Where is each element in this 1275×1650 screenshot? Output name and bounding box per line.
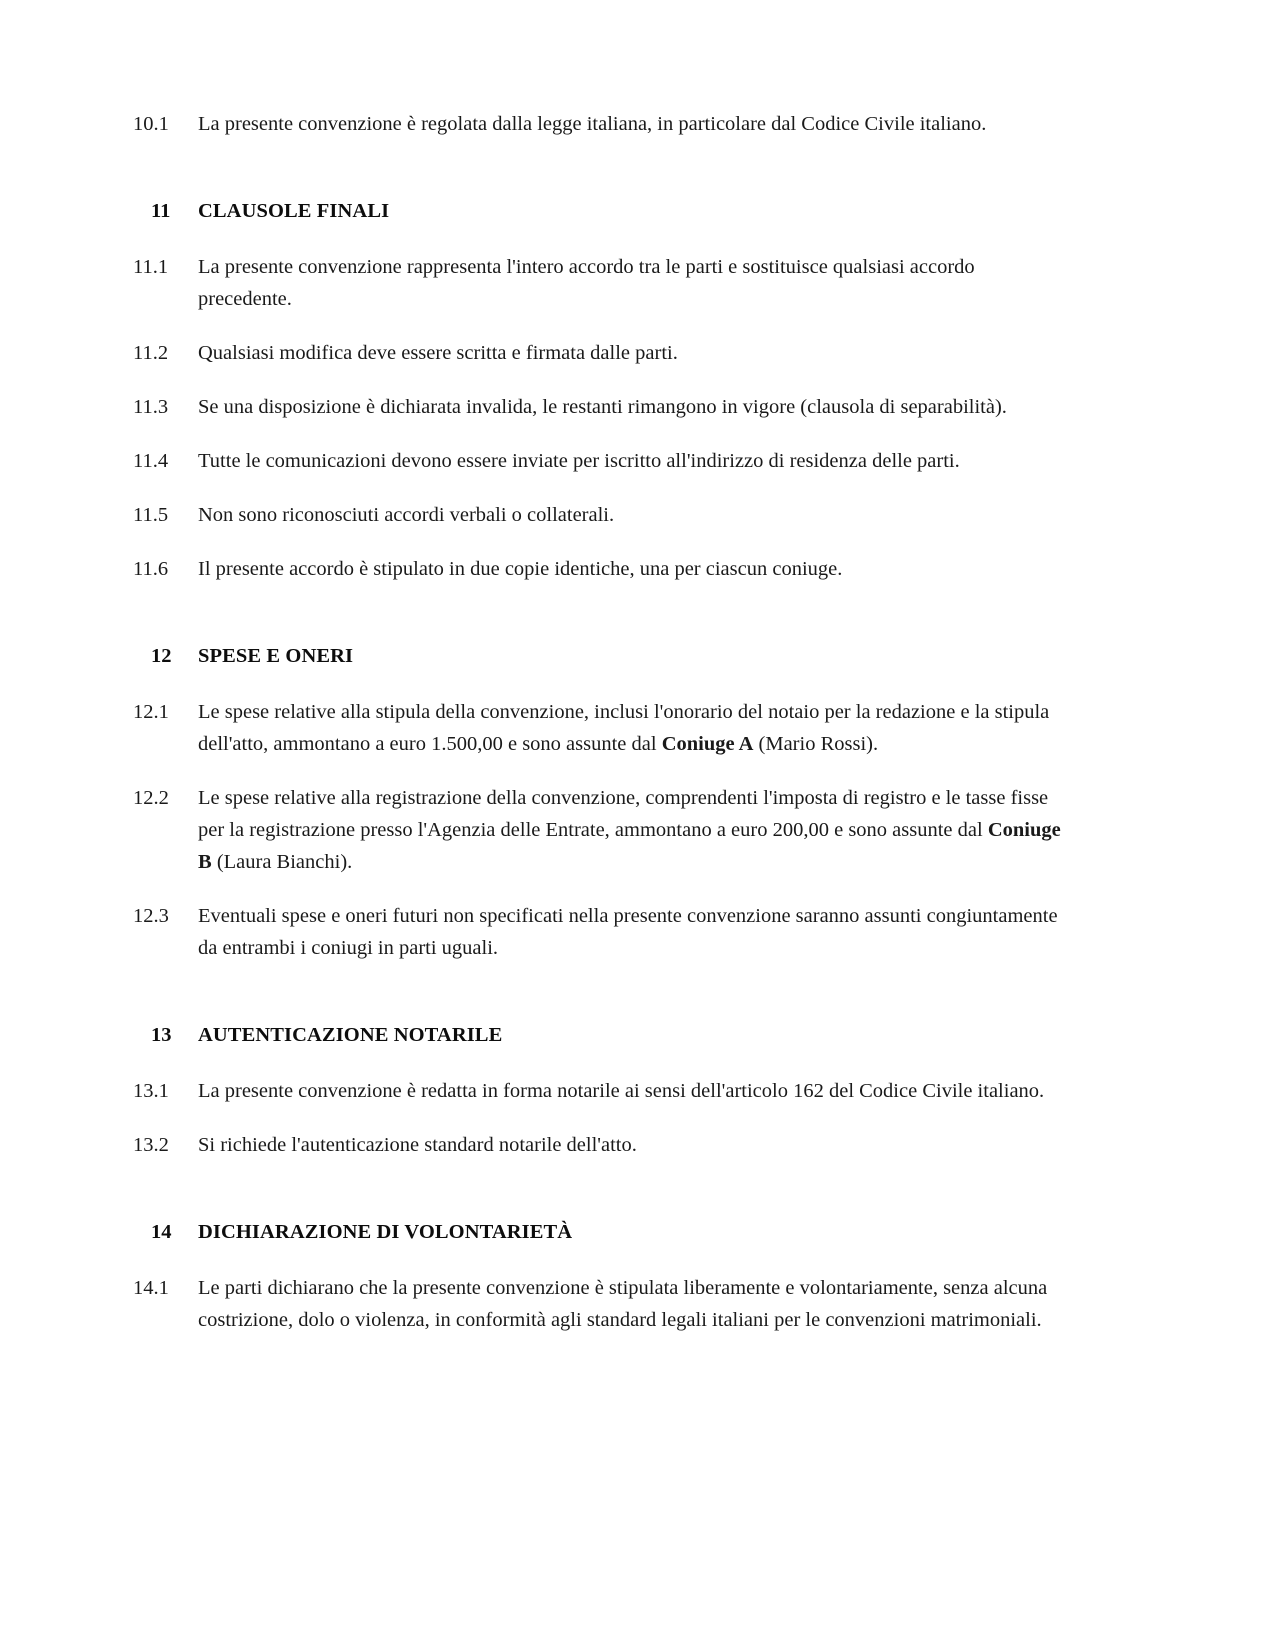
section-heading-number: 13 — [151, 1024, 172, 1046]
section-heading-number: 14 — [151, 1221, 172, 1243]
clause-number: 11.3 — [133, 396, 169, 418]
numbered-clause — [133, 108, 1073, 140]
numbered-clause — [133, 1272, 1073, 1336]
clause-number: 13.2 — [133, 1134, 169, 1156]
numbered-clause — [133, 445, 1073, 477]
clause-text-run: (Mario Rossi). — [753, 733, 879, 755]
clause-text: Si richiede l'autenticazione standard notarile dell'atto. — [198, 1134, 637, 1156]
clause-text-run: Le spese relative alla stipula della convenzione, inclusi l'onorario del notaio per la redazione e la stipula dell'atto, ammontano a euro 1.500,00 e sono assunte dal — [198, 701, 1050, 755]
clause-number: 11.5 — [133, 504, 169, 526]
document-body — [133, 108, 1073, 1358]
clause-text: Eventuali spese e oneri futuri non specificati nella presente convenzione saranno assunti congiuntamente da entrambi i coniugi in parti uguali. — [198, 905, 1058, 959]
numbered-clause — [133, 391, 1073, 423]
clause-text: La presente convenzione è regolata dalla legge italiana, in particolare dal Codice Civile italiano. — [198, 113, 987, 135]
section-heading-number: 12 — [151, 645, 172, 667]
section-heading — [133, 195, 1073, 227]
clause-text-run: Le spese relative alla registrazione della convenzione, comprendenti l'imposta di registro e le tasse fisse per la registrazione presso l'Agenzia delle Entrate, ammontano a euro 200,00 e sono assunte dal — [198, 787, 1049, 841]
section-heading-title: DICHIARAZIONE DI VOLONTARIETÀ — [198, 1221, 573, 1243]
clause-number: 13.1 — [133, 1080, 169, 1102]
clause-number: 12.3 — [133, 905, 169, 927]
section-heading-number: 11 — [151, 200, 171, 222]
numbered-clause — [133, 337, 1073, 369]
clause-number: 14.1 — [133, 1277, 169, 1299]
section-heading — [133, 1019, 1073, 1051]
clause-text: La presente convenzione rappresenta l'intero accordo tra le parti e sostituisce qualsiasi accordo precedente. — [198, 256, 975, 310]
clause-text-run: (Laura Bianchi). — [211, 851, 353, 873]
clause-number: 12.1 — [133, 701, 169, 723]
numbered-clause — [133, 900, 1073, 964]
clause-number: 11.4 — [133, 450, 169, 472]
numbered-clause — [133, 499, 1073, 531]
clause-text: Le parti dichiarano che la presente convenzione è stipulata liberamente e volontariamente, senza alcuna costrizione, dolo o violenza, in conformità agli standard legali italiani per le convenzioni matrimoniali. — [198, 1277, 1048, 1331]
clause-text — [198, 782, 1073, 878]
section-heading-title: CLAUSOLE FINALI — [198, 200, 390, 222]
clause-text: Non sono riconosciuti accordi verbali o collaterali. — [198, 504, 615, 526]
section-heading — [133, 1216, 1073, 1248]
clause-text: Qualsiasi modifica deve essere scritta e firmata dalle parti. — [198, 342, 678, 364]
numbered-clause — [133, 553, 1073, 585]
clause-number: 12.2 — [133, 787, 169, 809]
section-heading-title: SPESE E ONERI — [198, 645, 354, 667]
numbered-clause — [133, 696, 1073, 760]
section-heading — [133, 640, 1073, 672]
clause-text-emphasis: Coniuge A — [661, 733, 754, 755]
clause-number: 11.6 — [133, 558, 169, 580]
numbered-clause — [133, 1129, 1073, 1161]
clause-number: 11.2 — [133, 342, 169, 364]
clause-text: Il presente accordo è stipulato in due copie identiche, una per ciascun coniuge. — [198, 558, 843, 580]
numbered-clause — [133, 1075, 1073, 1107]
clause-number: 10.1 — [133, 113, 169, 135]
numbered-clause — [133, 251, 1073, 315]
clause-number: 11.1 — [133, 256, 169, 278]
section-heading-title: AUTENTICAZIONE NOTARILE — [198, 1024, 503, 1046]
clause-text-emphasis: Coniuge B — [198, 819, 1061, 873]
numbered-clause — [133, 782, 1073, 878]
clause-text: La presente convenzione è redatta in forma notarile ai sensi dell'articolo 162 del Codice Civile italiano. — [198, 1080, 1045, 1102]
clause-text — [198, 696, 1073, 760]
clause-text: Tutte le comunicazioni devono essere inviate per iscritto all'indirizzo di residenza delle parti. — [198, 450, 960, 472]
clause-text: Se una disposizione è dichiarata invalida, le restanti rimangono in vigore (clausola di separabilità). — [198, 396, 1007, 418]
